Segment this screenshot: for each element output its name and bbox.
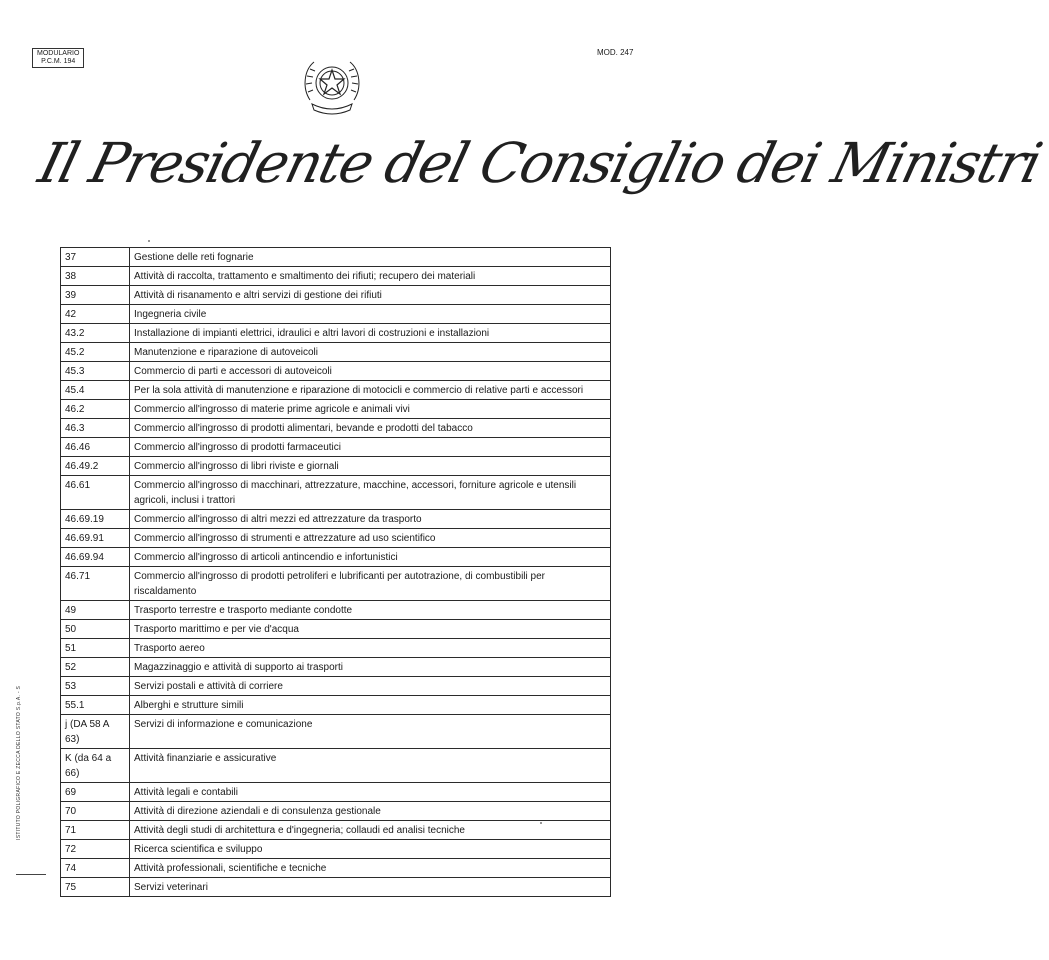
activity-code-cell: 45.3 xyxy=(61,362,130,381)
activity-code-cell: 52 xyxy=(61,658,130,677)
ateco-codes-table xyxy=(60,247,611,897)
table-row xyxy=(61,362,611,381)
activity-code-cell: 46.71 xyxy=(61,567,130,601)
table-row xyxy=(61,859,611,878)
activity-description-cell: Servizi postali e attività di corriere xyxy=(130,677,611,696)
activity-description-cell: Installazione di impianti elettrici, idraulici e altri lavori di costruzioni e installazioni xyxy=(130,324,611,343)
table-row xyxy=(61,639,611,658)
table-row xyxy=(61,248,611,267)
activity-code-cell: 46.69.91 xyxy=(61,529,130,548)
activity-description-cell: Attività di risanamento e altri servizi di gestione dei rifiuti xyxy=(130,286,611,305)
activity-code-cell: K (da 64 a 66) xyxy=(61,749,130,783)
activity-code-cell: 46.46 xyxy=(61,438,130,457)
activity-description-cell: Attività di direzione aziendali e di consulenza gestionale xyxy=(130,802,611,821)
table-row xyxy=(61,510,611,529)
table-row xyxy=(61,878,611,897)
table-row xyxy=(61,821,611,840)
activity-description-cell: Attività degli studi di architettura e d'ingegneria; collaudi ed analisi tecniche xyxy=(130,821,611,840)
table-row xyxy=(61,324,611,343)
activity-code-cell: 45.2 xyxy=(61,343,130,362)
activity-code-cell: 69 xyxy=(61,783,130,802)
activity-description-cell: Commercio all'ingrosso di prodotti alimentari, bevande e prodotti del tabacco xyxy=(130,419,611,438)
table-row xyxy=(61,529,611,548)
activity-code-cell: 43.2 xyxy=(61,324,130,343)
activity-code-cell: 39 xyxy=(61,286,130,305)
activity-code-cell: 46.61 xyxy=(61,476,130,510)
activity-code-cell: 46.69.94 xyxy=(61,548,130,567)
table-row xyxy=(61,286,611,305)
table-row xyxy=(61,567,611,601)
activity-description-cell: Commercio all'ingrosso di macchinari, attrezzature, macchine, accessori, forniture agricole e utensili agricoli, inclusi i trattori xyxy=(130,476,611,510)
table-row xyxy=(61,749,611,783)
table-row xyxy=(61,840,611,859)
activity-description-cell: Attività di raccolta, trattamento e smaltimento dei rifiuti; recupero dei materiali xyxy=(130,267,611,286)
table-row xyxy=(61,267,611,286)
table-row xyxy=(61,381,611,400)
activity-description-cell: Attività professionali, scientifiche e tecniche xyxy=(130,859,611,878)
table-row xyxy=(61,476,611,510)
activity-description-cell: Commercio all'ingrosso di prodotti petroliferi e lubrificanti per autotrazione, di combustibili per riscaldamento xyxy=(130,567,611,601)
title-text: Il Presidente del Consiglio dei Ministri xyxy=(32,131,1047,195)
activity-description-cell: Attività legali e contabili xyxy=(130,783,611,802)
table-row xyxy=(61,305,611,324)
activity-description-cell: Commercio all'ingrosso di materie prime agricole e animali vivi xyxy=(130,400,611,419)
activity-description-cell: Alberghi e strutture simili xyxy=(130,696,611,715)
activity-description-cell: Commercio all'ingrosso di libri riviste e giornali xyxy=(130,457,611,476)
activity-code-cell: 75 xyxy=(61,878,130,897)
activity-description-cell: Attività finanziarie e assicurative xyxy=(130,749,611,783)
activity-description-cell: Trasporto marittimo e per vie d'acqua xyxy=(130,620,611,639)
activity-code-cell: 53 xyxy=(61,677,130,696)
table-row xyxy=(61,548,611,567)
activity-description-cell: Commercio all'ingrosso di strumenti e attrezzature ad uso scientifico xyxy=(130,529,611,548)
activity-code-cell: 46.49.2 xyxy=(61,457,130,476)
table-row xyxy=(61,400,611,419)
activity-code-cell: 42 xyxy=(61,305,130,324)
table-row xyxy=(61,677,611,696)
printer-imprint: ISTITUTO POLIGRAFICO E ZECCA DELLO STATO S.p.A. - S xyxy=(16,685,22,840)
activity-code-cell: 72 xyxy=(61,840,130,859)
activity-code-cell: 37 xyxy=(61,248,130,267)
italian-republic-emblem-icon xyxy=(298,50,366,118)
modulario-box xyxy=(32,48,84,68)
table-row xyxy=(61,419,611,438)
activity-code-cell: j (DA 58 A 63) xyxy=(61,715,130,749)
activity-code-cell: 70 xyxy=(61,802,130,821)
activity-code-cell: 51 xyxy=(61,639,130,658)
activity-description-cell: Trasporto aereo xyxy=(130,639,611,658)
activity-description-cell: Ingegneria civile xyxy=(130,305,611,324)
activity-description-cell: Per la sola attività di manutenzione e riparazione di motocicli e commercio di relative parti e accessori xyxy=(130,381,611,400)
margin-line xyxy=(16,874,46,875)
activity-code-cell: 46.3 xyxy=(61,419,130,438)
activity-description-cell: Commercio all'ingrosso di altri mezzi ed attrezzature da trasporto xyxy=(130,510,611,529)
activity-code-cell: 74 xyxy=(61,859,130,878)
table-row xyxy=(61,783,611,802)
table-row xyxy=(61,715,611,749)
activity-code-cell: 38 xyxy=(61,267,130,286)
scan-speck xyxy=(148,240,150,242)
activity-description-cell: Commercio all'ingrosso di articoli antincendio e infortunistici xyxy=(130,548,611,567)
activity-code-cell: 50 xyxy=(61,620,130,639)
table-row xyxy=(61,457,611,476)
activity-description-cell: Servizi di informazione e comunicazione xyxy=(130,715,611,749)
activity-code-cell: 46.2 xyxy=(61,400,130,419)
page-title xyxy=(30,120,1047,206)
activity-code-cell: 46.69.19 xyxy=(61,510,130,529)
table-row xyxy=(61,438,611,457)
table-row xyxy=(61,658,611,677)
activity-description-cell: Manutenzione e riparazione di autoveicoli xyxy=(130,343,611,362)
activity-code-cell: 71 xyxy=(61,821,130,840)
activity-code-cell: 55.1 xyxy=(61,696,130,715)
mod-code: MOD. 247 xyxy=(597,48,634,57)
table-row xyxy=(61,696,611,715)
activity-description-cell: Servizi veterinari xyxy=(130,878,611,897)
activity-description-cell: Commercio all'ingrosso di prodotti farmaceutici xyxy=(130,438,611,457)
table-row xyxy=(61,620,611,639)
activity-code-cell: 49 xyxy=(61,601,130,620)
table-body xyxy=(61,248,611,897)
table-row xyxy=(61,343,611,362)
modulario-code: P.C.M. 194 xyxy=(41,58,76,65)
activity-description-cell: Gestione delle reti fognarie xyxy=(130,248,611,267)
activity-description-cell: Magazzinaggio e attività di supporto ai trasporti xyxy=(130,658,611,677)
activity-description-cell: Commercio di parti e accessori di autoveicoli xyxy=(130,362,611,381)
modulario-label: MODULARIO xyxy=(37,50,80,57)
activity-description-cell: Ricerca scientifica e sviluppo xyxy=(130,840,611,859)
table-row xyxy=(61,802,611,821)
activity-description-cell: Trasporto terrestre e trasporto mediante condotte xyxy=(130,601,611,620)
activity-code-cell: 45.4 xyxy=(61,381,130,400)
table-row xyxy=(61,601,611,620)
